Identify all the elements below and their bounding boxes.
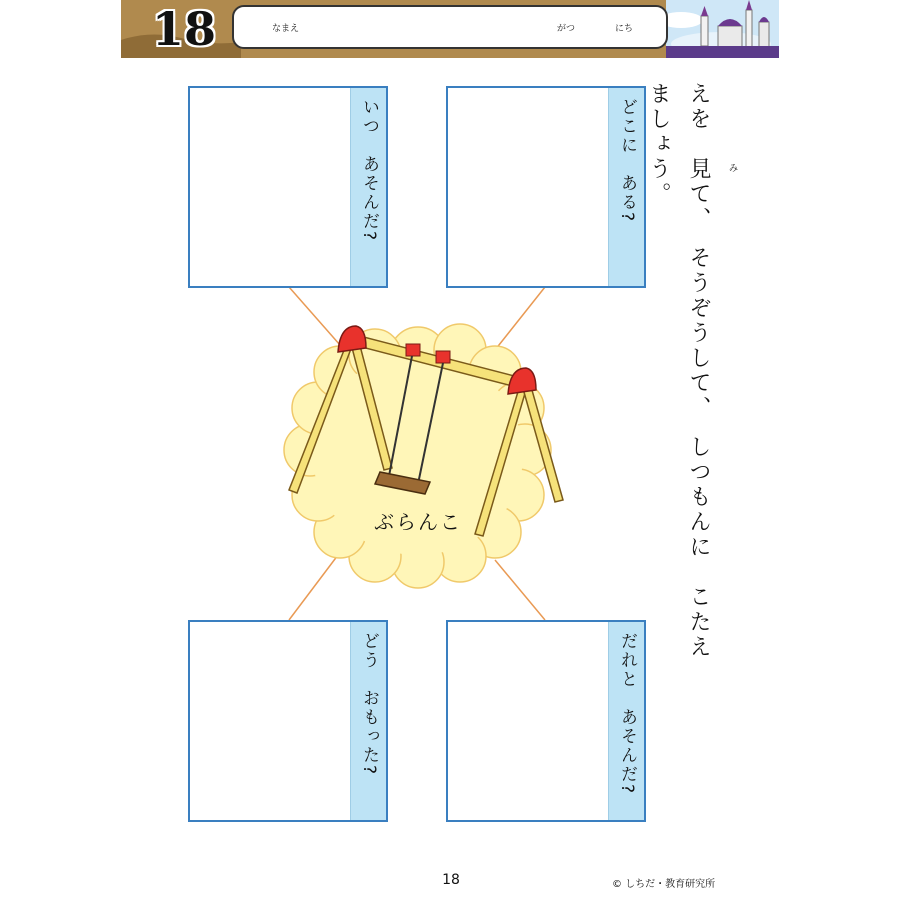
question-box-who[interactable]: [446, 620, 646, 822]
furigana-mi: み: [729, 164, 739, 174]
question-box-how[interactable]: [188, 620, 388, 822]
copyright-notice: © しちだ・教育研究所: [612, 879, 716, 890]
swing-cap: [338, 326, 366, 352]
question-label: だれと あそんだ?: [617, 632, 637, 796]
connector-line: [289, 555, 338, 620]
connector-line: [289, 287, 340, 345]
question-box-where[interactable]: [446, 86, 646, 288]
lesson-number: 18: [152, 2, 217, 56]
month-label: がつ: [557, 24, 576, 34]
connector-line: [495, 560, 545, 620]
instruction-text: えを 見て、 そうぞうして、 しつもんに こたえましょう。: [646, 82, 711, 660]
question-label: どう おもった?: [359, 632, 379, 777]
chain-holder: [406, 344, 420, 356]
question-label: どこに ある?: [617, 98, 637, 224]
page-number: 18: [442, 872, 460, 888]
name-label: なまえ: [272, 24, 300, 34]
chain-holder: [436, 351, 450, 363]
question-box-when[interactable]: [188, 86, 388, 288]
question-label: いつ あそんだ?: [359, 98, 379, 243]
connector-line: [495, 287, 545, 350]
center-word: ぶらんこ: [374, 510, 462, 534]
day-label: にち: [615, 24, 634, 34]
